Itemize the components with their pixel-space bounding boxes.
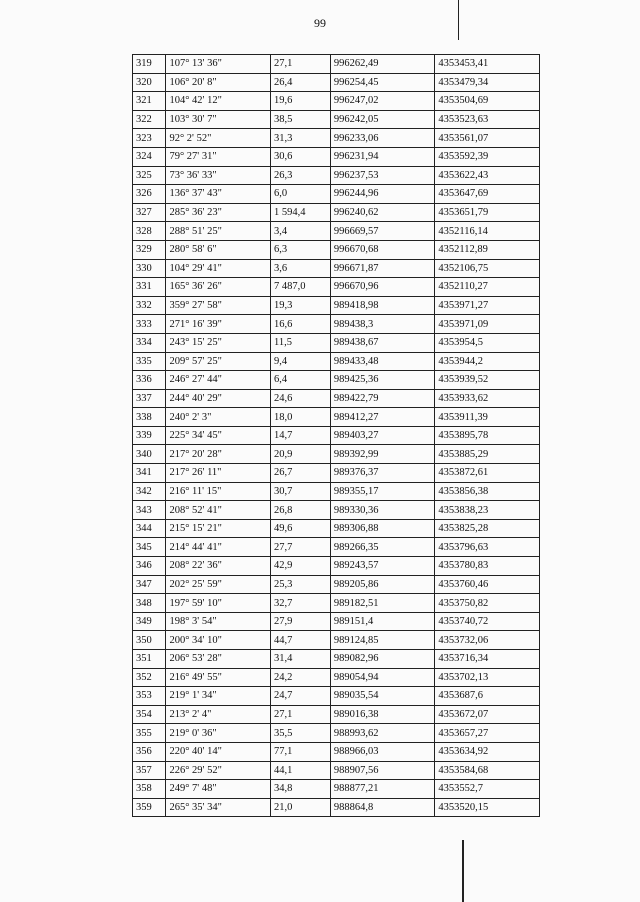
point-number-cell: 330 (133, 259, 166, 278)
length-cell: 38,5 (271, 110, 331, 129)
x-coordinate-cell: 989124,85 (330, 631, 435, 650)
x-coordinate-cell: 996231,94 (330, 147, 435, 166)
point-number-cell: 350 (133, 631, 166, 650)
y-coordinate-cell: 4353760,46 (435, 575, 540, 594)
length-cell: 44,7 (271, 631, 331, 650)
length-cell: 30,6 (271, 147, 331, 166)
x-coordinate-cell: 989425,36 (330, 371, 435, 390)
point-number-cell: 359 (133, 798, 166, 817)
table-row (133, 55, 540, 74)
table-row (133, 724, 540, 743)
point-number-cell: 320 (133, 73, 166, 92)
bearing-cell: 198° 3' 54" (166, 612, 271, 631)
x-coordinate-cell: 989403,27 (330, 426, 435, 445)
bearing-cell: 208° 52' 41" (166, 501, 271, 520)
length-cell: 27,1 (271, 705, 331, 724)
table-row (133, 315, 540, 334)
point-number-cell: 353 (133, 687, 166, 706)
length-cell: 16,6 (271, 315, 331, 334)
x-coordinate-cell: 989151,4 (330, 612, 435, 631)
bearing-cell: 200° 34' 10" (166, 631, 271, 650)
table-row (133, 259, 540, 278)
y-coordinate-cell: 4353647,69 (435, 185, 540, 204)
length-cell: 25,3 (271, 575, 331, 594)
y-coordinate-cell: 4353584,68 (435, 761, 540, 780)
y-coordinate-cell: 4353687,6 (435, 687, 540, 706)
y-coordinate-cell: 4353838,23 (435, 501, 540, 520)
table-row (133, 780, 540, 799)
point-number-cell: 356 (133, 742, 166, 761)
bearing-cell: 265° 35' 34" (166, 798, 271, 817)
table-row (133, 705, 540, 724)
x-coordinate-cell: 989438,3 (330, 315, 435, 334)
table-row (133, 371, 540, 390)
bearing-cell: 225° 34' 45" (166, 426, 271, 445)
bearing-cell: 219° 0' 36" (166, 724, 271, 743)
table-row (133, 73, 540, 92)
table-row (133, 687, 540, 706)
length-cell: 24,7 (271, 687, 331, 706)
point-number-cell: 322 (133, 110, 166, 129)
point-number-cell: 333 (133, 315, 166, 334)
x-coordinate-cell: 988907,56 (330, 761, 435, 780)
point-number-cell: 332 (133, 296, 166, 315)
length-cell: 31,3 (271, 129, 331, 148)
table-row (133, 464, 540, 483)
point-number-cell: 324 (133, 147, 166, 166)
x-coordinate-cell: 989433,48 (330, 352, 435, 371)
x-coordinate-cell: 996262,49 (330, 55, 435, 74)
bearing-cell: 215° 15' 21" (166, 519, 271, 538)
y-coordinate-cell: 4353911,39 (435, 408, 540, 427)
y-coordinate-cell: 4353971,27 (435, 296, 540, 315)
x-coordinate-cell: 996244,96 (330, 185, 435, 204)
bearing-cell: 106° 20' 8" (166, 73, 271, 92)
length-cell: 44,1 (271, 761, 331, 780)
bearing-cell: 206° 53' 28" (166, 650, 271, 669)
table-row (133, 761, 540, 780)
x-coordinate-cell: 996247,02 (330, 92, 435, 111)
table-row (133, 185, 540, 204)
point-number-cell: 354 (133, 705, 166, 724)
table-row (133, 668, 540, 687)
table-row (133, 557, 540, 576)
y-coordinate-cell: 4353657,27 (435, 724, 540, 743)
bearing-cell: 220° 40' 14" (166, 742, 271, 761)
point-number-cell: 329 (133, 240, 166, 259)
bearing-cell: 359° 27' 58" (166, 296, 271, 315)
y-coordinate-cell: 4353453,41 (435, 55, 540, 74)
length-cell: 77,1 (271, 742, 331, 761)
point-number-cell: 357 (133, 761, 166, 780)
coordinates-table (132, 54, 540, 817)
y-coordinate-cell: 4353885,29 (435, 445, 540, 464)
length-cell: 49,6 (271, 519, 331, 538)
x-coordinate-cell: 996670,68 (330, 240, 435, 259)
table-row (133, 352, 540, 371)
length-cell: 24,6 (271, 389, 331, 408)
y-coordinate-cell: 4353971,09 (435, 315, 540, 334)
table-row (133, 519, 540, 538)
table-row (133, 594, 540, 613)
length-cell: 31,4 (271, 650, 331, 669)
y-coordinate-cell: 4353479,34 (435, 73, 540, 92)
length-cell: 27,7 (271, 538, 331, 557)
table-row (133, 129, 540, 148)
length-cell: 6,3 (271, 240, 331, 259)
page-number: 99 (314, 16, 326, 30)
bearing-cell: 244° 40' 29" (166, 389, 271, 408)
length-cell: 19,3 (271, 296, 331, 315)
table-row (133, 650, 540, 669)
point-number-cell: 336 (133, 371, 166, 390)
length-cell: 34,8 (271, 780, 331, 799)
x-coordinate-cell: 989330,36 (330, 501, 435, 520)
y-coordinate-cell: 4353933,62 (435, 389, 540, 408)
y-coordinate-cell: 4353825,28 (435, 519, 540, 538)
x-coordinate-cell: 989306,88 (330, 519, 435, 538)
bearing-cell: 271° 16' 39" (166, 315, 271, 334)
bearing-cell: 107° 13' 36" (166, 55, 271, 74)
bearing-cell: 79° 27' 31" (166, 147, 271, 166)
x-coordinate-cell: 988877,21 (330, 780, 435, 799)
length-cell: 18,0 (271, 408, 331, 427)
point-number-cell: 347 (133, 575, 166, 594)
x-coordinate-cell: 996670,96 (330, 278, 435, 297)
point-number-cell: 338 (133, 408, 166, 427)
point-number-cell: 339 (133, 426, 166, 445)
table-row (133, 147, 540, 166)
table-row (133, 501, 540, 520)
table-row (133, 631, 540, 650)
table-row (133, 166, 540, 185)
x-coordinate-cell: 996669,57 (330, 222, 435, 241)
table-row (133, 240, 540, 259)
bearing-cell: 219° 1' 34" (166, 687, 271, 706)
y-coordinate-cell: 4353504,69 (435, 92, 540, 111)
length-cell: 3,4 (271, 222, 331, 241)
y-coordinate-cell: 4353561,07 (435, 129, 540, 148)
bearing-cell: 280° 58' 6" (166, 240, 271, 259)
bearing-cell: 216° 49' 55" (166, 668, 271, 687)
x-coordinate-cell: 989376,37 (330, 464, 435, 483)
x-coordinate-cell: 989205,86 (330, 575, 435, 594)
bearing-cell: 288° 51' 25" (166, 222, 271, 241)
point-number-cell: 335 (133, 352, 166, 371)
length-cell: 6,4 (271, 371, 331, 390)
x-coordinate-cell: 989182,51 (330, 594, 435, 613)
length-cell: 24,2 (271, 668, 331, 687)
y-coordinate-cell: 4353750,82 (435, 594, 540, 613)
scan-edge-line-top (458, 0, 459, 40)
x-coordinate-cell: 988966,03 (330, 742, 435, 761)
y-coordinate-cell: 4353622,43 (435, 166, 540, 185)
y-coordinate-cell: 4353780,83 (435, 557, 540, 576)
y-coordinate-cell: 4353651,79 (435, 203, 540, 222)
bearing-cell: 103° 30' 7" (166, 110, 271, 129)
y-coordinate-cell: 4353944,2 (435, 352, 540, 371)
table-row (133, 203, 540, 222)
bearing-cell: 246° 27' 44" (166, 371, 271, 390)
point-number-cell: 323 (133, 129, 166, 148)
y-coordinate-cell: 4353954,5 (435, 333, 540, 352)
point-number-cell: 319 (133, 55, 166, 74)
length-cell: 26,8 (271, 501, 331, 520)
length-cell: 27,1 (271, 55, 331, 74)
point-number-cell: 327 (133, 203, 166, 222)
y-coordinate-cell: 4353520,15 (435, 798, 540, 817)
y-coordinate-cell: 4353895,78 (435, 426, 540, 445)
length-cell: 26,3 (271, 166, 331, 185)
y-coordinate-cell: 4353552,7 (435, 780, 540, 799)
table-row (133, 278, 540, 297)
point-number-cell: 337 (133, 389, 166, 408)
x-coordinate-cell: 996233,06 (330, 129, 435, 148)
x-coordinate-cell: 989082,96 (330, 650, 435, 669)
point-number-cell: 349 (133, 612, 166, 631)
length-cell: 6,0 (271, 185, 331, 204)
length-cell: 9,4 (271, 352, 331, 371)
point-number-cell: 342 (133, 482, 166, 501)
table-row (133, 426, 540, 445)
x-coordinate-cell: 989054,94 (330, 668, 435, 687)
y-coordinate-cell: 4353856,38 (435, 482, 540, 501)
x-coordinate-cell: 996240,62 (330, 203, 435, 222)
point-number-cell: 341 (133, 464, 166, 483)
x-coordinate-cell: 996237,53 (330, 166, 435, 185)
point-number-cell: 325 (133, 166, 166, 185)
x-coordinate-cell: 989355,17 (330, 482, 435, 501)
table-row (133, 408, 540, 427)
y-coordinate-cell: 4353732,06 (435, 631, 540, 650)
x-coordinate-cell: 988864,8 (330, 798, 435, 817)
table-row (133, 296, 540, 315)
y-coordinate-cell: 4352112,89 (435, 240, 540, 259)
point-number-cell: 352 (133, 668, 166, 687)
x-coordinate-cell: 996671,87 (330, 259, 435, 278)
y-coordinate-cell: 4352116,14 (435, 222, 540, 241)
length-cell: 14,7 (271, 426, 331, 445)
x-coordinate-cell: 989418,98 (330, 296, 435, 315)
point-number-cell: 340 (133, 445, 166, 464)
length-cell: 3,6 (271, 259, 331, 278)
y-coordinate-cell: 4352106,75 (435, 259, 540, 278)
y-coordinate-cell: 4353592,39 (435, 147, 540, 166)
length-cell: 1 594,4 (271, 203, 331, 222)
table-row (133, 612, 540, 631)
bearing-cell: 213° 2' 4" (166, 705, 271, 724)
bearing-cell: 217° 26' 11" (166, 464, 271, 483)
point-number-cell: 334 (133, 333, 166, 352)
bearing-cell: 249° 7' 48" (166, 780, 271, 799)
table-row (133, 538, 540, 557)
x-coordinate-cell: 989412,27 (330, 408, 435, 427)
length-cell: 7 487,0 (271, 278, 331, 297)
table-row (133, 742, 540, 761)
point-number-cell: 331 (133, 278, 166, 297)
bearing-cell: 243° 15' 25" (166, 333, 271, 352)
length-cell: 21,0 (271, 798, 331, 817)
table-row (133, 389, 540, 408)
bearing-cell: 217° 20' 28" (166, 445, 271, 464)
point-number-cell: 351 (133, 650, 166, 669)
length-cell: 26,4 (271, 73, 331, 92)
point-number-cell: 346 (133, 557, 166, 576)
bearing-cell: 136° 37' 43" (166, 185, 271, 204)
x-coordinate-cell: 989438,67 (330, 333, 435, 352)
length-cell: 30,7 (271, 482, 331, 501)
bearing-cell: 209° 57' 25" (166, 352, 271, 371)
length-cell: 27,9 (271, 612, 331, 631)
y-coordinate-cell: 4353702,13 (435, 668, 540, 687)
bearing-cell: 92° 2' 52" (166, 129, 271, 148)
point-number-cell: 343 (133, 501, 166, 520)
length-cell: 11,5 (271, 333, 331, 352)
bearing-cell: 214° 44' 41" (166, 538, 271, 557)
y-coordinate-cell: 4353939,52 (435, 371, 540, 390)
y-coordinate-cell: 4353634,92 (435, 742, 540, 761)
length-cell: 35,5 (271, 724, 331, 743)
bearing-cell: 240° 2' 3" (166, 408, 271, 427)
y-coordinate-cell: 4353740,72 (435, 612, 540, 631)
bearing-cell: 202° 25' 59" (166, 575, 271, 594)
point-number-cell: 321 (133, 92, 166, 111)
point-number-cell: 345 (133, 538, 166, 557)
coordinates-table-body (133, 55, 540, 817)
bearing-cell: 208° 22' 36" (166, 557, 271, 576)
table-row (133, 482, 540, 501)
table-row (133, 333, 540, 352)
y-coordinate-cell: 4353716,34 (435, 650, 540, 669)
point-number-cell: 326 (133, 185, 166, 204)
point-number-cell: 355 (133, 724, 166, 743)
length-cell: 19,6 (271, 92, 331, 111)
bearing-cell: 285° 36' 23" (166, 203, 271, 222)
table-row (133, 222, 540, 241)
bearing-cell: 104° 29' 41" (166, 259, 271, 278)
x-coordinate-cell: 989035,54 (330, 687, 435, 706)
length-cell: 26,7 (271, 464, 331, 483)
x-coordinate-cell: 996242,05 (330, 110, 435, 129)
y-coordinate-cell: 4353872,61 (435, 464, 540, 483)
table-row (133, 92, 540, 111)
point-number-cell: 344 (133, 519, 166, 538)
point-number-cell: 328 (133, 222, 166, 241)
length-cell: 32,7 (271, 594, 331, 613)
y-coordinate-cell: 4353523,63 (435, 110, 540, 129)
scan-edge-line-bottom (462, 840, 464, 902)
y-coordinate-cell: 4353796,63 (435, 538, 540, 557)
x-coordinate-cell: 989016,38 (330, 705, 435, 724)
x-coordinate-cell: 989422,79 (330, 389, 435, 408)
bearing-cell: 226° 29' 52" (166, 761, 271, 780)
length-cell: 20,9 (271, 445, 331, 464)
bearing-cell: 73° 36' 33" (166, 166, 271, 185)
bearing-cell: 216° 11' 15" (166, 482, 271, 501)
bearing-cell: 197° 59' 10" (166, 594, 271, 613)
point-number-cell: 348 (133, 594, 166, 613)
y-coordinate-cell: 4352110,27 (435, 278, 540, 297)
length-cell: 42,9 (271, 557, 331, 576)
point-number-cell: 358 (133, 780, 166, 799)
table-row (133, 798, 540, 817)
bearing-cell: 165° 36' 26" (166, 278, 271, 297)
table-row (133, 575, 540, 594)
table-row (133, 445, 540, 464)
bearing-cell: 104° 42' 12" (166, 92, 271, 111)
x-coordinate-cell: 989243,57 (330, 557, 435, 576)
y-coordinate-cell: 4353672,07 (435, 705, 540, 724)
x-coordinate-cell: 989266,35 (330, 538, 435, 557)
x-coordinate-cell: 996254,45 (330, 73, 435, 92)
x-coordinate-cell: 989392,99 (330, 445, 435, 464)
table-row (133, 110, 540, 129)
x-coordinate-cell: 988993,62 (330, 724, 435, 743)
